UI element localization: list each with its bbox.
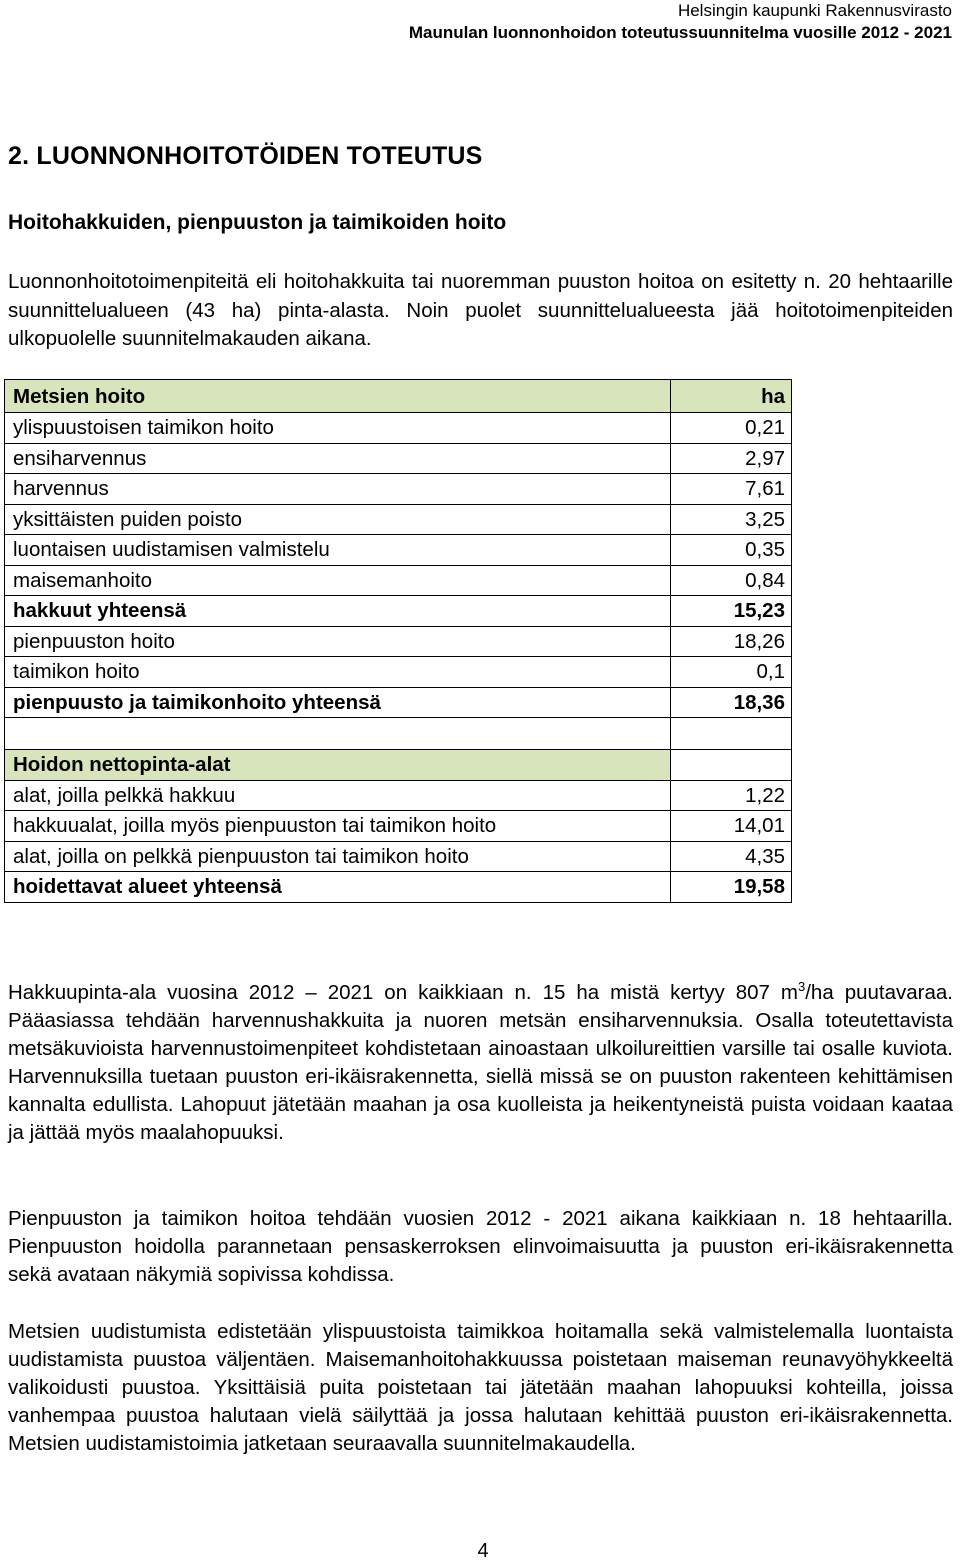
- row-label: hoidettavat alueet yhteensä: [5, 872, 671, 903]
- row-value: 18,36: [671, 687, 792, 718]
- row-label: hakkuut yhteensä: [5, 596, 671, 627]
- section-header-label: Hoidon nettopinta-alat: [5, 750, 671, 781]
- row-label: alat, joilla pelkkä hakkuu: [5, 780, 671, 811]
- table-section-header-row: [5, 750, 792, 781]
- row-value: 0,84: [671, 565, 792, 596]
- row-label: harvennus: [5, 474, 671, 505]
- row-value: 19,58: [671, 872, 792, 903]
- empty-cell: [671, 750, 792, 781]
- row-label: alat, joilla on pelkkä pienpuuston tai taimikon hoito: [5, 841, 671, 872]
- row-value: 15,23: [671, 596, 792, 627]
- header-organization: Helsingin kaupunki Rakennusvirasto: [677, 1, 952, 20]
- row-value: 7,61: [671, 474, 792, 505]
- row-label: ylispuustoisen taimikon hoito: [5, 413, 671, 444]
- paragraph-small-trees: Pienpuuston ja taimikon hoitoa tehdään vuosien 2012 - 2021 aikana kaikkiaan n. 18 hehtaarilla. Pienpuuston hoidolla parannetaan pensaskerroksen elinvoimaisuutta ja puuston eri-ikäisrakennetta sekä avataan näkymiä sopivissa kohdissa.: [8, 1207, 953, 1286]
- intro-paragraph: Luonnonhoitotoimenpiteitä eli hoitohakkuita tai nuoremman puuston hoitoa on esitetty n. 20 hehtaarille suunnittelualueen (43 ha) pinta-alasta. Noin puolet suunnittelualueesta jää hoitotoimenpiteiden ulkopuolelle suunnitelmakauden aikana.: [8, 270, 953, 350]
- row-value: 18,26: [671, 626, 792, 657]
- table-row: [5, 565, 792, 596]
- table-row: [5, 474, 792, 505]
- table-row: [5, 626, 792, 657]
- empty-cell: [5, 718, 671, 750]
- table-row: [5, 443, 792, 474]
- row-value: 0,35: [671, 535, 792, 566]
- row-label: taimikon hoito: [5, 657, 671, 688]
- table-total-row: [5, 872, 792, 903]
- table-header-row: [5, 380, 792, 413]
- empty-cell: [671, 718, 792, 750]
- table-row: [5, 535, 792, 566]
- row-value: 0,1: [671, 657, 792, 688]
- section-heading: 2. LUONNONHOITOTÖIDEN TOTEUTUS: [8, 142, 483, 170]
- superscript-3: 3: [798, 979, 806, 994]
- paragraph-harvest: [8, 979, 953, 1147]
- table-row: [5, 657, 792, 688]
- header-document-title: Maunulan luonnonhoidon toteutussuunnitelma vuosille 2012 - 2021: [408, 23, 952, 42]
- table-row: [5, 780, 792, 811]
- table-blank-row: [5, 718, 792, 750]
- row-label: luontaisen uudistamisen valmistelu: [5, 535, 671, 566]
- table-header-unit: ha: [671, 380, 792, 413]
- table-header-label: Metsien hoito: [5, 380, 671, 413]
- row-value: 14,01: [671, 811, 792, 842]
- row-label: maisemanhoito: [5, 565, 671, 596]
- table-row: [5, 413, 792, 444]
- row-value: 1,22: [671, 780, 792, 811]
- forest-management-table: [4, 379, 792, 903]
- row-value: 3,25: [671, 504, 792, 535]
- table-row: [5, 811, 792, 842]
- subheading: Hoitohakkuiden, pienpuuston ja taimikoiden hoito: [8, 211, 507, 234]
- table-total-row: [5, 596, 792, 627]
- paragraph-harvest-text-start: Hakkuupinta-ala vuosina 2012 – 2021 on kaikkiaan n. 15 ha mistä kertyy 807 m: [8, 981, 798, 1004]
- row-label: ensiharvennus: [5, 443, 671, 474]
- table-total-row: [5, 687, 792, 718]
- row-label: yksittäisten puiden poisto: [5, 504, 671, 535]
- table-row: [5, 841, 792, 872]
- row-value: 2,97: [671, 443, 792, 474]
- paragraph-harvest-text-end: /ha puutavaraa. Pääasiassa tehdään harvennushakkuita ja nuoren metsän ensiharvennuksia. Osalla toteutettavista metsäkuvioista harvennustoimenpiteet kohdistetaan ainoastaan ulkoilureittien varsille tai osalle kuviota. Harvennuksilla tuetaan puuston eri-ikäisrakennetta, siellä missä se on puuston rakenteen kehittämisen kannalta edullista. Lahopuut jätetään maahan ja osa kuolleista ja heikentyneistä puista voidaan kaataa ja jättää myös maalahopuuksi.: [8, 981, 953, 1144]
- row-label: pienpuuston hoito: [5, 626, 671, 657]
- row-label: pienpuusto ja taimikonhoito yhteensä: [5, 687, 671, 718]
- row-label: hakkuualat, joilla myös pienpuuston tai taimikon hoito: [5, 811, 671, 842]
- table-row: [5, 504, 792, 535]
- row-value: 4,35: [671, 841, 792, 872]
- row-value: 0,21: [671, 413, 792, 444]
- page-number: 4: [477, 1540, 489, 1562]
- paragraph-regeneration: Metsien uudistumista edistetään ylispuustoista taimikkoa hoitamalla sekä valmistelemalla luontaista uudistamista puustoa väljentäen. Maisemanhoitohakkuussa poistetaan maiseman reunavyöhykkeeltä valikoidusti puustoa. Yksittäisiä puita poistetaan tai jätetään maahan lahopuuksi kohteilla, joissa vanhempaa puustoa halutaan vielä säilyttää ja jossa halutaan kehittää puuston eri-ikäisrakennetta. Metsien uudistamistoimia jatketaan seuraavalla suunnitelmakaudella.: [8, 1320, 953, 1455]
